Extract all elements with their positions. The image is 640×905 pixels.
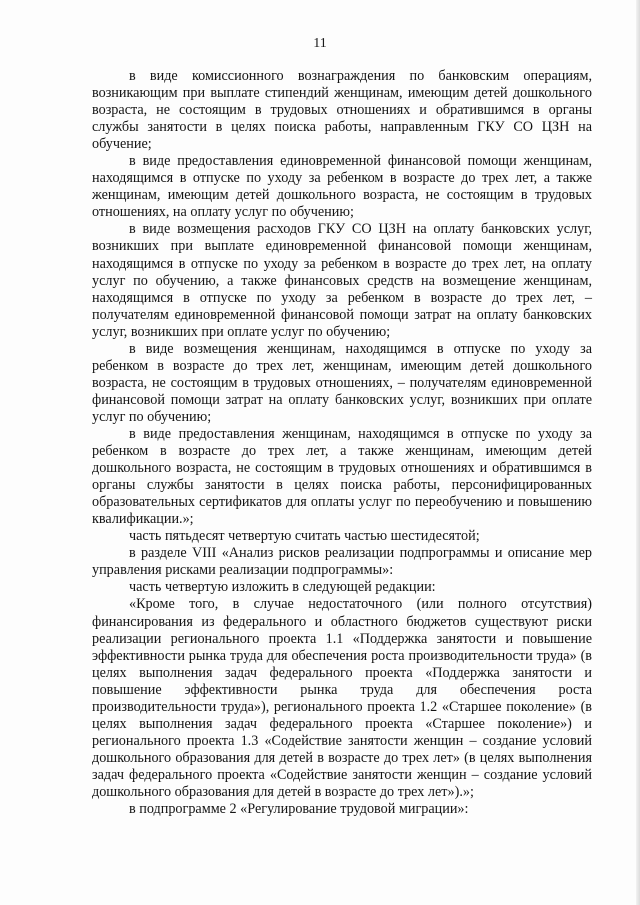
paragraph: в виде предоставления женщинам, находящимся в отпуске по уходу за ребенком в возрасте до трех лет, а также женщинам, имеющим детей дошкольного возраста, не состоящим в трудовых отношениях и обратившимся в органы службы занятости в целях поиска работы, персонифицированных образовательных сертификатов для оплаты услуг по переобучению и повышению квалификации.»; (92, 425, 592, 528)
paragraph: в виде предоставления единовременной финансовой помощи женщинам, находящимся в отпуске по уходу за ребенком в возрасте до трех лет, а также женщинам, имеющим детей дошкольного возраста, не состоящим в трудовых отношениях, на оплату услуг по обучению; (92, 153, 592, 221)
paragraph: в виде возмещения расходов ГКУ СО ЦЗН на оплату банковских услуг, возникших при выплате единовременной финансовой помощи женщинам, находящимся в отпуске по уходу за ребенком в возрасте до трех лет, на оплату услуг по обучению, а также финансовых средств на возмещение женщинам, находящимся в отпуске по уходу за ребенком в возрасте до трех лет, – получателям единовременной финансовой помощи затрат на оплату банковских услуг, возникших при оплате услуг по обучению; (92, 221, 592, 340)
paragraph: в виде возмещения женщинам, находящимся в отпуске по уходу за ребенком в возрасте до трех лет, женщинам, имеющим детей дошкольного возраста, не состоящим в трудовых отношениях, – получателям единовременной финансовой помощи затрат на оплату банковских услуг, возникших при оплате услуг по обучению; (92, 340, 592, 425)
page-edge-shadow (636, 0, 640, 905)
paragraph: в разделе VIII «Анализ рисков реализации подпрограммы и описание мер управления рисками реализации подпрограммы»: (92, 545, 592, 579)
paragraph: «Кроме того, в случае недостаточного (или полного отсутствия) финансирования из федерального и областного бюджетов существуют риски реализации регионального проекта 1.1 «Поддержка занятости и повышение эффективности рынка труда для обеспечения роста производительности труда» (в целях выполнения задач федерального проекта «Поддержка занятости и повышение эффективности рынка труда для обеспечения роста производительности труда»), регионального проекта 1.2 «Старшее поколение» (в целях выполнения задач федерального проекта «Старшее поколение») и регионального проекта 1.3 «Содействие занятости женщин – создание условий дошкольного образования для детей в возрасте до трех лет» (в целях выполнения задач федерального проекта «Содействие занятости женщин – создание условий дошкольного образования для детей в возрасте до трех лет»).»; (92, 596, 592, 800)
paragraph: часть четвертую изложить в следующей редакции: (129, 579, 436, 596)
page-number: 11 (313, 36, 327, 51)
paragraph: в подпрограмме 2 «Регулирование трудовой миграции»: (129, 801, 469, 818)
paragraph: в виде комиссионного вознаграждения по банковским операциям, возникающим при выплате стипендий женщинам, имеющим детей дошкольного возраста, не состоящим в трудовых отношениях и обратившимся в органы службы занятости в целях поиска работы, направленным ГКУ СО ЦЗН на обучение; (92, 68, 592, 153)
document-body (92, 68, 592, 818)
paragraph: часть пятьдесят четвертую считать частью шестидесятой; (129, 528, 480, 545)
